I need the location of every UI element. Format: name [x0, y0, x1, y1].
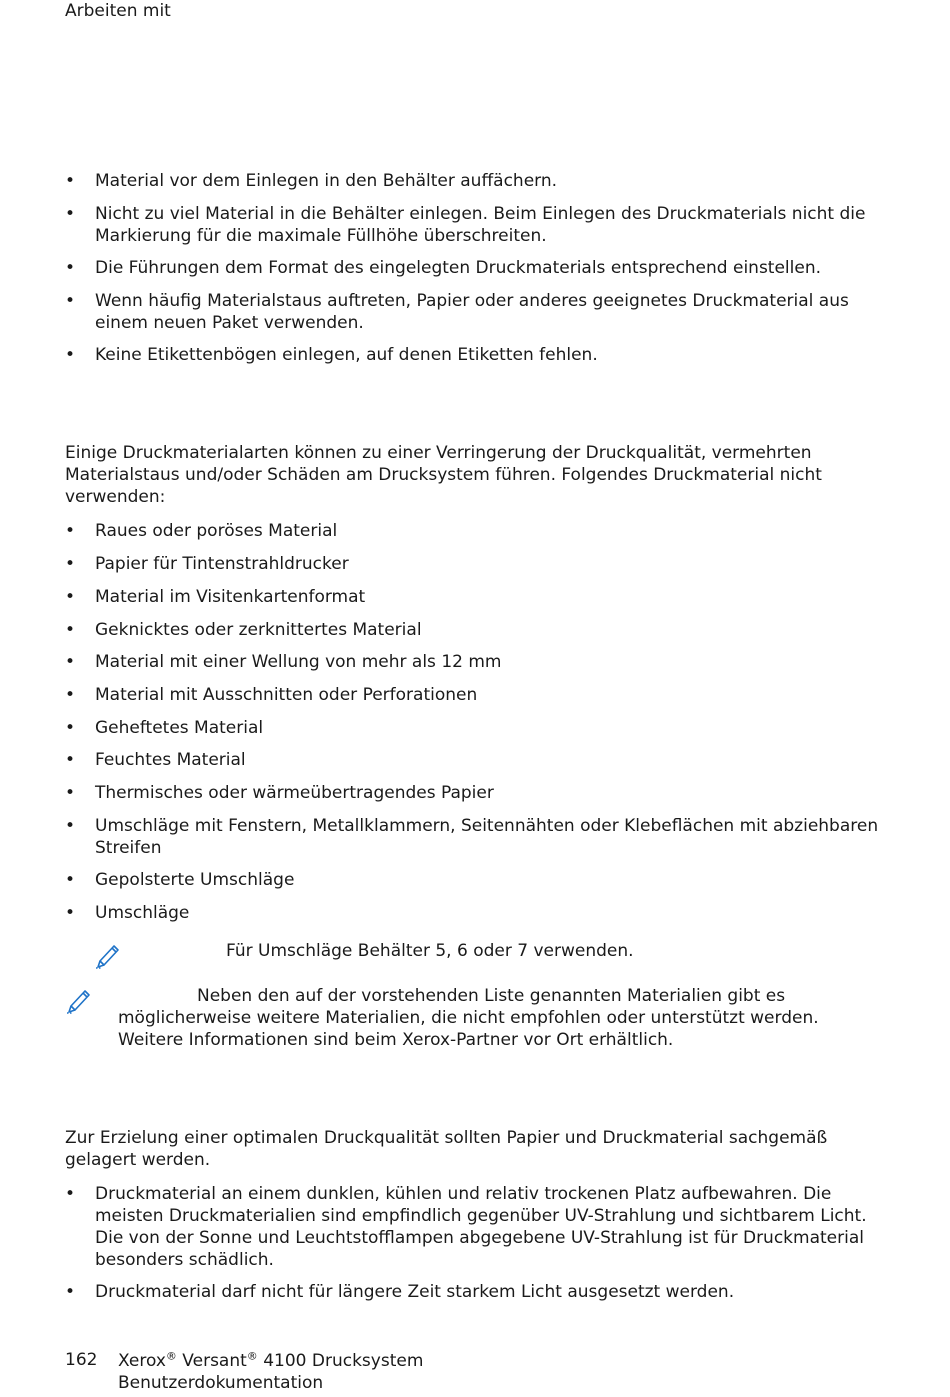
footer-doc-title: Benutzerdokumentation — [118, 1373, 324, 1393]
note-text: Für Umschläge Behälter 5, 6 oder 7 verwenden. — [226, 941, 634, 961]
pencil-note-icon — [65, 986, 93, 1014]
bullet-dot: • — [65, 554, 76, 574]
list-item: • Material mit Ausschnitten oder Perforationen — [65, 685, 478, 705]
list-item: • Feuchtes Material — [65, 750, 246, 770]
bullet-dot: • — [65, 783, 76, 803]
note-text-continuation: möglicherweise weitere Materialien, die nicht empfohlen oder unterstützt werden. Weitere Informationen sind beim Xerox-Partner vor Ort erhältlich. — [118, 1008, 819, 1050]
footer-product — [118, 1350, 618, 1394]
bullet-dot: • — [65, 587, 76, 607]
bullet-dot: • — [65, 870, 76, 890]
list-item: • Papier für Tintenstrahldrucker — [65, 554, 349, 574]
bullet-dot: • — [65, 685, 76, 705]
list-item: • Druckmaterial darf nicht für längere Zeit starkem Licht ausgesetzt werden. — [65, 1282, 735, 1302]
page-number: 162 — [65, 1350, 98, 1370]
bullet-dot: • — [65, 258, 76, 278]
bullet-dot: • — [65, 620, 76, 640]
section-intro-paragraph: Einige Druckmaterialarten können zu einer Verringerung der Druckqualität, vermehrten Materialstaus und/oder Schäden am Drucksystem führen. Folgendes Druckmaterial nicht verwenden: — [65, 443, 822, 507]
list-item: • Geheftetes Material — [65, 718, 264, 738]
note-text-first-line: Neben den auf der vorstehenden Liste genannten Materialien gibt es — [197, 986, 786, 1006]
bullet-dot: • — [65, 1282, 76, 1302]
footer-product-name: Xerox® Versant® 4100 Drucksystem — [118, 1349, 424, 1371]
list-item: • Material vor dem Einlegen in den Behälter auffächern. — [65, 171, 558, 191]
bullet-dot: • — [65, 903, 76, 923]
list-item: • Druckmaterial an einem dunklen, kühlen und relativ trockenen Platz aufbewahren. Die meisten Druckmaterialien sind empfindlich gegenüber UV-Strahlung und sichtbarem Licht. Die von der Sonne und Leuchtstofflampen abgegebene UV-Strahlung ist für Druckmaterial besonders schädlich. — [65, 1184, 867, 1270]
bullet-dot: • — [65, 816, 76, 836]
list-item: • Die Führungen dem Format des eingelegten Druckmaterials entsprechend einstellen. — [65, 258, 822, 278]
running-header: Arbeiten mit — [65, 1, 171, 21]
bullet-dot: • — [65, 718, 76, 738]
list-item: • Gepolsterte Umschläge — [65, 870, 295, 890]
bullet-dot: • — [65, 652, 76, 672]
bullet-dot: • — [65, 204, 76, 224]
list-item: • Thermisches oder wärmeübertragendes Papier — [65, 783, 494, 803]
list-item: • Umschläge — [65, 903, 190, 923]
list-item: • Keine Etikettenbögen einlegen, auf denen Etiketten fehlen. — [65, 345, 598, 365]
bullet-dot: • — [65, 521, 76, 541]
bullet-dot: • — [65, 345, 76, 365]
list-item: • Umschläge mit Fenstern, Metallklammern, Seitennähten oder Klebeflächen mit abziehbaren Streifen — [65, 816, 879, 858]
section-intro-paragraph: Zur Erzielung einer optimalen Druckqualität sollten Papier und Druckmaterial sachgemäß gelagert werden. — [65, 1128, 828, 1170]
bullet-dot: • — [65, 750, 76, 770]
bullet-dot: • — [65, 291, 76, 311]
list-item: • Material mit einer Wellung von mehr als 12 mm — [65, 652, 502, 672]
list-item: • Nicht zu viel Material in die Behälter einlegen. Beim Einlegen des Druckmaterials nicht die Markierung für die maximale Füllhöhe überschreiten. — [65, 204, 866, 246]
list-item: • Wenn häufig Materialstaus auftreten, Papier oder anderes geeignetes Druckmaterial aus einem neuen Paket verwenden. — [65, 291, 849, 333]
pencil-note-icon — [94, 941, 122, 969]
list-item: • Raues oder poröses Material — [65, 521, 338, 541]
list-item: • Material im Visitenkartenformat — [65, 587, 366, 607]
bullet-dot: • — [65, 171, 76, 191]
bullet-dot: • — [65, 1184, 76, 1204]
list-item: • Geknicktes oder zerknittertes Material — [65, 620, 422, 640]
